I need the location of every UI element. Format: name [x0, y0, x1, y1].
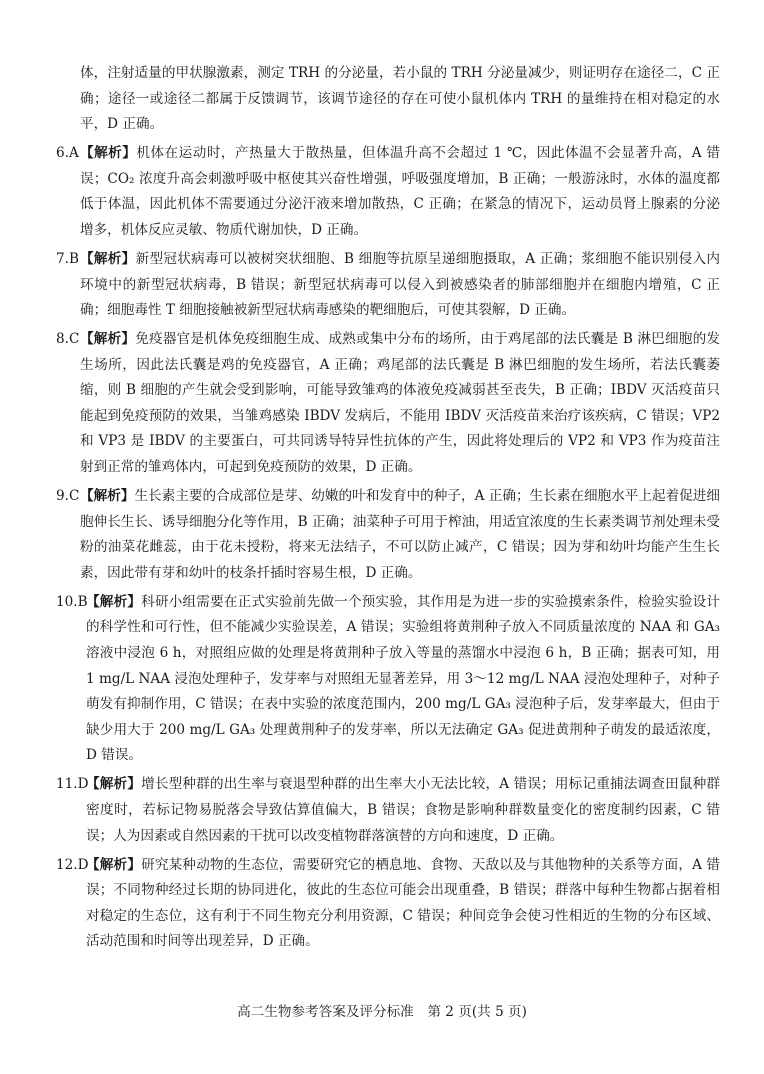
item-number: 10.B: [56, 593, 88, 610]
explanation-text: 生长素主要的合成部位是芽、幼嫩的叶和发育中的种子，A 正确；生长素在细胞水平上起着促进细胞伸长生长、诱导细胞分化等作用，B 正确；油菜种子可用于榨油，用适宜浓度的生长素类调节剂处理未受粉的油菜花雌蕊，由于花未授粉，将来无法结子，不可以防止减产，C 错误；因为芽和幼叶均能产生生长素，因此带有芽和幼叶的枝条扦插时容易生根，D 正确。: [80, 488, 721, 581]
item-explanation: [86, 853, 720, 955]
analysis-tag: 【解析】: [86, 776, 142, 793]
answer-item-8: [56, 327, 720, 481]
explanation-text: 新型冠状病毒可以被树突状细胞、B 细胞等抗原呈递细胞摄取，A 正确；浆细胞不能识别侵入内环境中的新型冠状病毒，B 错误；新型冠状病毒可以侵入到被感染者的肺部细胞并在细胞内增殖，C 正确；细胞毒性 T 细胞接触被新型冠状病毒感染的靶细胞后，可使其裂解，D 正确。: [80, 250, 721, 319]
answer-item-6: [56, 141, 720, 243]
item-number: 8.C: [56, 331, 80, 348]
continued-paragraph: 体，注射适量的甲状腺激素，测定 TRH 的分泌量，若小鼠的 TRH 分泌量减少，则证明存在途径二，C 正确；途径一或途径二都属于反馈调节，该调节途径的存在可使小鼠机体内 TRH 的量维持在相对稳定的水平，D 正确。: [80, 65, 720, 133]
item-explanation: [80, 141, 720, 243]
item-number: 6.A: [56, 145, 79, 162]
answer-item-11: [56, 772, 720, 849]
item-number: 9.C: [56, 488, 80, 505]
analysis-tag: 【解析】: [80, 250, 136, 267]
item-explanation: [80, 484, 720, 586]
analysis-tag: 【解析】: [80, 488, 135, 505]
analysis-tag: 【解析】: [86, 856, 142, 873]
item-explanation: [80, 247, 720, 324]
explanation-text: 免疫器官是机体免疫细胞生成、成熟或集中分布的场所，由于鸡尾部的法氏囊是 B 淋巴细胞的发生场所，因此法氏囊是鸡的免疫器官，A 正确；鸡尾部的法氏囊是 B 淋巴细胞的发生场所，若法氏囊萎缩，则 B 细胞的产生就会受到影响，可能导致雏鸡的体液免疫减弱甚至丧失，B 正确；IBDV 灭活疫苗只能起到免疫预防的效果，当雏鸡感染 IBDV 发病后，不能用 IBDV 灭活疫苗来治疗该疾病，C 错误；VP2 和 VP3 是 IBDV 的主要蛋白，可共同诱导特异性抗体的产生，因此将处理后的 VP2 和 VP3 作为疫苗注射到正常的雏鸡体内，可起到免疫预防的效果，D 正确。: [80, 331, 720, 476]
answer-item-12: [56, 853, 720, 955]
item-explanation: [86, 590, 720, 769]
answer-item-7: [56, 247, 720, 324]
answer-item-10: [56, 590, 720, 769]
page-footer: 高二生物参考答案及评分标准 第 2 页(共 5 页): [237, 1004, 527, 1020]
explanation-text: 机体在运动时，产热量大于散热量，但体温升高不会超过 1 ℃，因此体温不会显著升高，A 错误；CO₂ 浓度升高会刺激呼吸中枢使其兴奋性增强，呼吸强度增加，B 正确；一般游泳时，水体的温度都低于体温，因此机体不需要通过分泌汗液来增加散热，C 正确；在紧急的情况下，运动员肾上腺素的分泌增多，机体反应灵敏、物质代谢加快，D 正确。: [80, 145, 720, 238]
explanation-text: 增长型种群的出生率与衰退型种群的出生率大小无法比较，A 错误；用标记重捕法调查田鼠种群密度时，若标记物易脱落会导致估算值偏大，B 错误；食物是影响种群数量变化的密度制约因素，C 错误；人为因素或自然因素的干扰可以改变植物群落演替的方向和速度，D 正确。: [86, 776, 721, 844]
answer-content: [56, 61, 720, 958]
explanation-text: 科研小组需要在正式实验前先做一个预实验，其作用是为进一步的实验摸索条件，检验实验设计的科学性和可行性，但不能减少实验误差，A 错误；实验组将黄荆种子放入不同质量浓度的 NAA 和 GA₃ 溶液中浸泡 6 h，对照组应做的处理是将黄荆种子放入等量的蒸馏水中浸泡 6 h，B 正确；据表可知，用 1 mg/L NAA 浸泡处理种子，发芽率与对照组无显著差异，用 3～12 mg/L NAA 浸泡处理种子，对种子萌发有抑制作用，C 错误；在表中实验的浓度范围内，200 mg/L GA₃ 浸泡种子后，发芽率最大，但由于缺少用大于 200 mg/L GA₃ 处理黄荆种子的发芽率，所以无法确定 GA₃ 促进黄荆种子萌发的最适浓度，D 错误。: [86, 593, 721, 764]
item-number: 11.D: [56, 776, 89, 793]
item-number: 7.B: [56, 250, 79, 267]
item-explanation: [80, 327, 720, 481]
answer-item-9: [56, 484, 720, 586]
analysis-tag: 【解析】: [86, 593, 142, 610]
item-number: 12.D: [56, 856, 89, 873]
item-explanation: [86, 772, 720, 849]
explanation-text: 研究某种动物的生态位，需要研究它的栖息地、食物、天敌以及与其他物种的关系等方面，A 错误；不同物种经过长期的协同进化，彼此的生态位可能会出现重叠，B 错误；群落中每种生物都占据着相对稳定的生态位，这有利于不同生物充分利用资源，C 错误；种间竞争会使习性相近的生物的分布区域、活动范围和时间等出现差异，D 正确。: [86, 856, 721, 950]
analysis-tag: 【解析】: [80, 331, 136, 348]
analysis-tag: 【解析】: [80, 145, 137, 162]
